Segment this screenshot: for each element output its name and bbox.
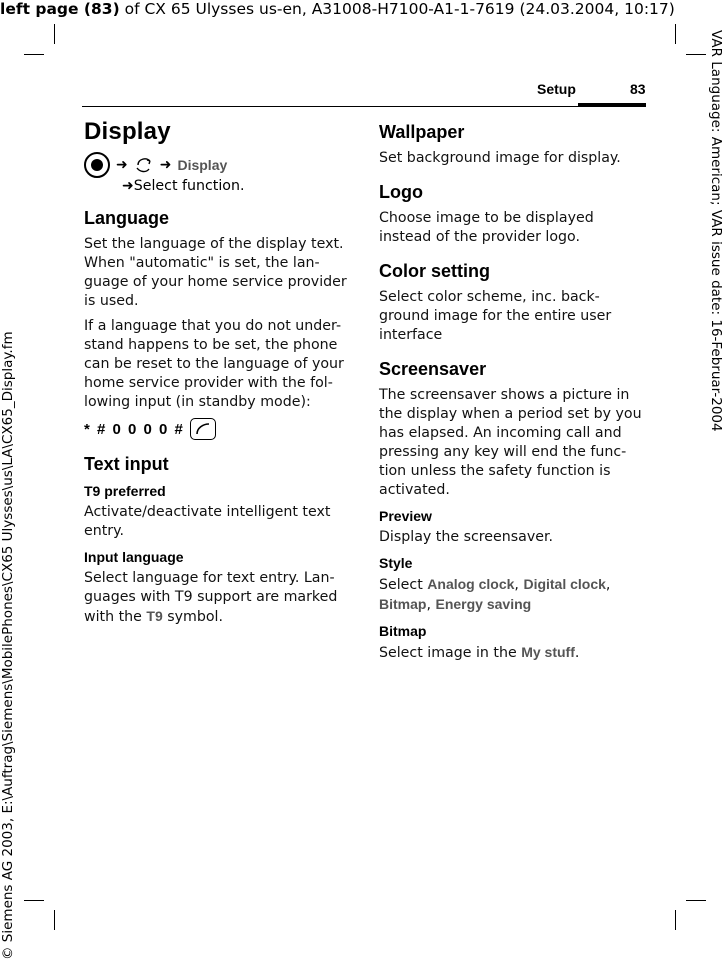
navigation-key-icon [84,152,110,178]
file-info-bold: left page (83) [0,0,120,18]
style-heading: Style [379,555,413,571]
crop-mark [24,900,44,901]
wallpaper-heading: Wallpaper [379,122,465,142]
crop-mark [24,54,44,55]
select-function-text: Select function. [133,178,245,194]
wallpaper-text: Set background image for display. [379,150,621,166]
input-language-text-end: symbol. [162,609,224,625]
color-setting-heading: Color setting [379,261,490,281]
style-separator: , [605,577,611,593]
crop-mark [686,54,706,55]
arrow-icon: ➜ [122,178,134,194]
crop-mark [675,910,676,930]
header-rule-thick [578,103,646,106]
color-setting-text: Select color scheme, inc. back-ground image for the entire user interface [379,289,612,343]
t9-preferred-text: Activate/deactivate intelligent text entry. [84,504,331,539]
page-title: Display [84,118,171,145]
input-language-heading: Input language [84,549,184,565]
copyright-margin [0,331,16,960]
page-number: 83 [630,81,646,97]
call-key-icon [190,418,216,440]
file-info-line [0,0,675,18]
screensaver-heading: Screensaver [379,359,487,379]
var-language-text: VAR Language: American; VAR issue date: 16-Februar-2004 [708,30,724,432]
reset-code-text: * # 0 0 0 0 # [84,420,185,438]
bitmap-text [379,643,647,663]
bitmap-text-start: Select image in the [379,645,522,661]
bitmap-heading: Bitmap [379,623,427,639]
select-function-line [122,178,352,194]
style-text [379,575,647,615]
reset-code [84,418,352,440]
text-input-heading: Text input [84,454,169,474]
style-option-energy-saving: Energy saving [435,596,532,612]
right-column [379,118,647,669]
style-text-start: Select [379,577,428,593]
style-separator: , [514,577,524,593]
bitmap-text-end: . [574,645,580,661]
menu-item-display: Display [177,157,228,173]
logo-text: Choose image to be displayed instead of the provider logo. [379,210,594,245]
my-stuff-keyword: My stuff [521,644,575,660]
style-option-bitmap: Bitmap [379,596,427,612]
crop-mark [686,900,706,901]
copyright-text: © Siemens AG 2003, E:\Auftrag\Siemens\MobilePhones\CX65 Ulysses\us\LA\CX65_Display.fm [0,331,16,960]
crop-mark [675,24,676,44]
logo-heading: Logo [379,182,423,202]
left-column [84,118,352,633]
input-language-text-start: Select language for text entry. Lan-guages with T9 support are marked with the [84,570,338,625]
arrow-icon: ➜ [116,157,128,173]
crop-mark [54,24,55,44]
screensaver-text: The screensaver shows a picture in the display when a period set by you has elapsed. An incoming call and pressing any key will end the func-tion unless the safety function is activated. [379,387,642,498]
header-rule [82,106,646,107]
file-info-rest: of CX 65 Ulysses us-en, A31008-H7100-A1-1-7619 (24.03.2004, 10:17) [119,0,675,18]
language-paragraph-1: Set the language of the display text. When "automatic" is set, the lan-guage of your home service provider is used. [84,236,347,309]
style-option-analog-clock: Analog clock [427,576,515,592]
preview-text: Display the screensaver. [379,529,554,545]
language-heading: Language [84,208,170,228]
crop-mark [54,910,55,930]
style-separator: , [426,597,436,613]
running-head-section: Setup [537,81,576,97]
style-option-digital-clock: Digital clock [523,576,606,592]
menu-path [84,152,352,178]
arrow-icon: ➜ [159,157,172,173]
var-language-margin [710,30,724,930]
t9-preferred-heading: T9 preferred [84,483,166,499]
handset-icon [195,422,211,436]
preview-heading: Preview [379,508,432,524]
language-paragraph-2: If a language that you do not under-stand happens to be set, the phone can be reset to the language of your home service provider with the fol-lowing input (in standby mode): [84,318,344,410]
setup-menu-icon [134,156,154,174]
input-language-text [84,569,352,627]
t9-keyword: T9 [146,608,163,624]
